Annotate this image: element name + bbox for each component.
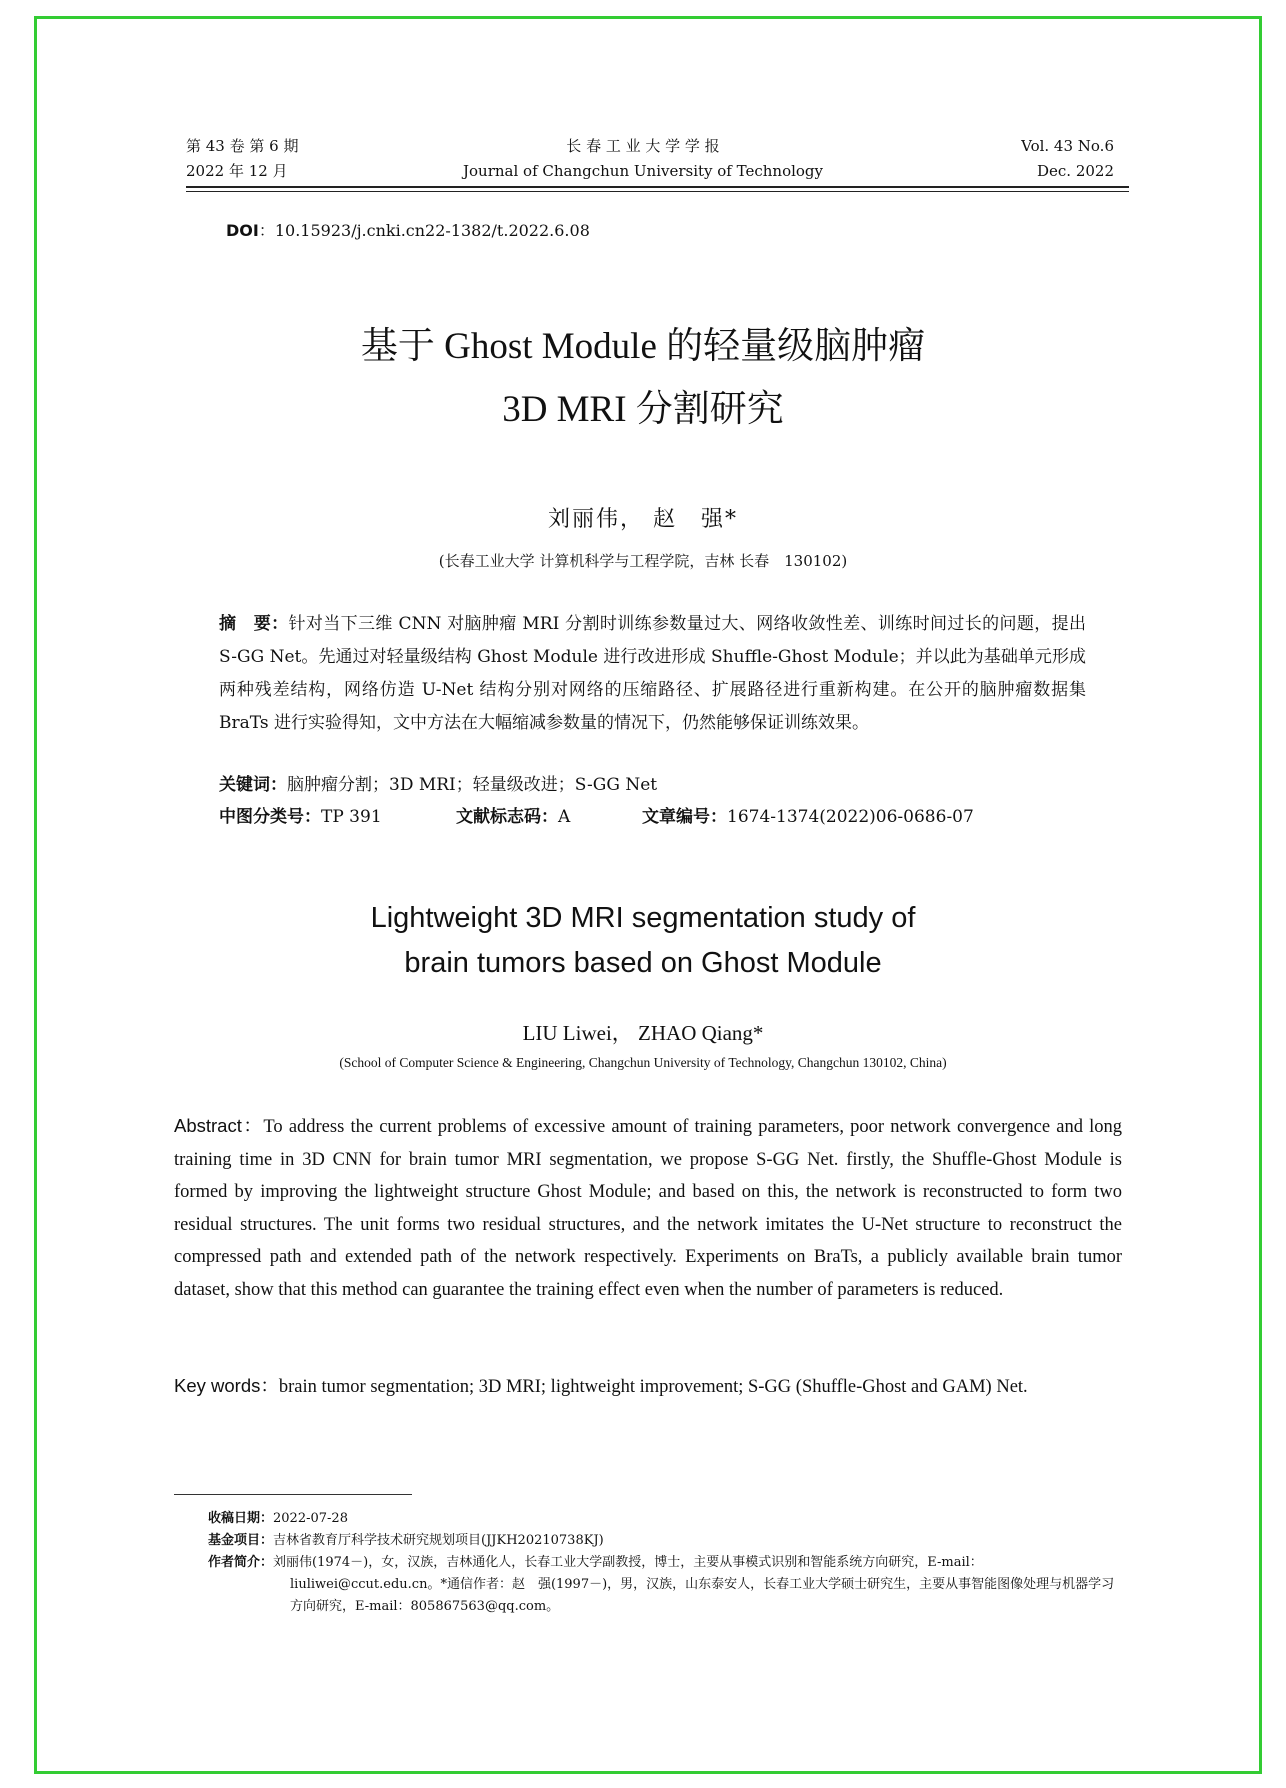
journal-name-en: Journal of Changchun University of Technology <box>463 162 823 180</box>
publication-month: 2022 年 12 月 <box>186 162 288 180</box>
abstract-en-text: To address the current problems of excessive amount of training parameters, poor network convergence and long training time in 3D CNN for brain tumor MRI segmentation, we propose S-GG Net. firstly, the Shuffle-Ghost Module is formed by improving the lightweight structure Ghost Module; and based on this, the network is reconstructed to form two residual structures. The unit forms two residual structures, and the network imitates the U-Net structure to reconstruct the compressed path and extended path of the network respectively. Experiments on BraTs, a publicly available brain tumor dataset, show that this method can guarantee the training effect even when the number of parameters is reduced. <box>174 1117 1122 1300</box>
title-en-line2: brain tumors based on Ghost Module <box>404 947 882 979</box>
doi-label: DOI <box>226 221 259 240</box>
header-rule-thin <box>186 191 1129 192</box>
doi-value: ：10.15923/j.cnki.cn22-1382/t.2022.6.08 <box>258 221 590 240</box>
doi-line <box>226 218 590 241</box>
fund-project-label: 基金项目： <box>208 1533 274 1548</box>
clc-number <box>219 802 382 832</box>
fund-project <box>208 1530 1124 1552</box>
abstract-cn <box>219 608 1086 740</box>
abstract-cn-text: 针对当下三维 CNN 对脑肿瘤 MRI 分割时训练参数量过大、网络收敛性差、训练时间过长的问题，提出 S-GG Net。先通过对轻量级结构 Ghost Module 进行改进形成 Shuffle-Ghost Module；并以此为基础单元形成两种残差结构，网络仿造 U-Net 结构分别对网络的压缩路径、扩展路径进行重新构建。在公开的脑肿瘤数据集 BraTs 进行实验得知，文中方法在大幅缩减参数量的情况下，仍然能够保证训练效果。 <box>219 614 1087 733</box>
document-code-label: 文献标志码： <box>456 807 558 827</box>
article-number-value: 1674-1374(2022)06-0686-07 <box>727 807 974 827</box>
title-en-line1: Lightweight 3D MRI segmentation study of <box>370 902 916 934</box>
title-cn-line2: 3D MRI 分割研究 <box>502 389 784 430</box>
clc-value: TP 391 <box>321 807 382 827</box>
received-date <box>208 1508 1124 1530</box>
keywords-cn <box>219 770 657 800</box>
article-number-label: 文章编号： <box>642 807 727 827</box>
abstract-cn-label: 摘 要： <box>219 614 289 634</box>
title-cn-line1: 基于 Ghost Module 的轻量级脑肿瘤 <box>360 326 926 367</box>
clc-label: 中图分类号： <box>219 807 321 827</box>
keywords-en-label: Key words： <box>174 1375 279 1396</box>
fund-project-value: 吉林省教育厅科学技术研究规划项目(JJKH20210738KJ) <box>273 1533 604 1548</box>
title-en <box>0 896 1286 986</box>
keywords-en <box>174 1370 1122 1404</box>
author-bio-label: 作者简介： <box>208 1555 274 1570</box>
volume-issue-en: Vol. 43 No.6 <box>1021 137 1114 155</box>
abstract-en-label: Abstract： <box>174 1115 264 1136</box>
title-cn <box>0 315 1286 441</box>
document-code-value: A <box>558 807 571 827</box>
keywords-cn-text: 脑肿瘤分割；3D MRI；轻量级改进；S-GG Net <box>287 775 658 795</box>
journal-name-cn: 长 春 工 业 大 学 学 报 <box>566 137 720 155</box>
publication-date-en: Dec. 2022 <box>1036 162 1114 180</box>
abstract-en <box>174 1110 1122 1306</box>
document-code <box>456 802 570 832</box>
received-date-label: 收稿日期： <box>208 1511 274 1526</box>
authors-en: LIU Liwei， ZHAO Qiang* <box>522 1021 764 1045</box>
affiliation-cn: (长春工业大学 计算机科学与工程学院，吉林 长春 130102) <box>438 552 848 570</box>
keywords-en-text: brain tumor segmentation; 3D MRI; lightweight improvement; S-GG (Shuffle-Ghost and GAM) Net. <box>278 1377 1028 1397</box>
received-date-value: 2022-07-28 <box>273 1511 348 1526</box>
article-number <box>642 802 974 832</box>
volume-issue: 第 43 卷 第 6 期 <box>186 137 299 155</box>
keywords-cn-label: 关键词： <box>219 775 287 795</box>
author-bio <box>208 1552 1124 1618</box>
journal-volume-info-en <box>1021 134 1114 184</box>
footnote-rule <box>174 1494 412 1495</box>
authors-cn: 刘丽伟， 赵 强* <box>548 507 738 532</box>
affiliation-en: (School of Computer Science & Engineering, Changchun University of Technology, Changchun 130102, China) <box>339 1055 947 1070</box>
header-rule <box>186 186 1129 188</box>
author-bio-value: 刘丽伟(1974－)，女，汉族，吉林通化人，长春工业大学副教授，博士，主要从事模式识别和智能系统方向研究，E-mail：liuliwei@ccut.edu.cn。*通信作者：赵 强(1997－)，男，汉族，山东泰安人，长春工业大学硕士研究生，主要从事智能图像处理与机器学习方向研究，E-mail：805867563@qq.com。 <box>273 1555 1115 1614</box>
